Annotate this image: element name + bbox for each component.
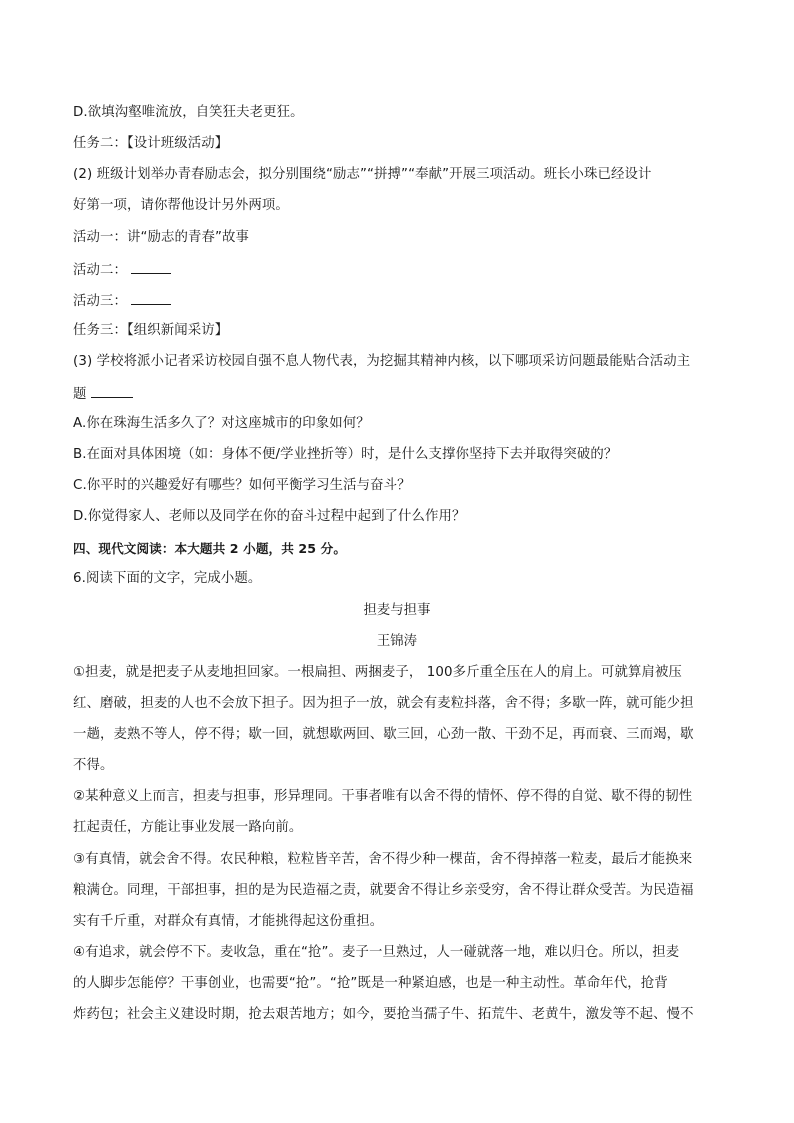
answer-blank (91, 384, 133, 398)
article-author: 王锦涛 (376, 634, 418, 649)
question-3-tail: 题 (73, 387, 87, 402)
activity-one: 活动一：讲“励志的青春”故事 (73, 230, 249, 245)
paragraph-2-line-2: 扛起责任，方能让事业发展一路向前。 (73, 820, 303, 835)
paragraph-3-line-1: ③有真情，就会舍不得。农民种粮，粒粒皆辛苦，舍不得少种一棵苗，舍不得掉落一粒麦，最后才能换来 (73, 852, 693, 867)
answer-blank (131, 291, 171, 305)
question-6-intro: 6.阅读下面的文字，完成小题。 (73, 571, 262, 586)
paragraph-3-line-3: 实有千斤重，对群众有真情，才能挑得起这份重担。 (73, 914, 384, 929)
paragraph-4-line-3: 炸药包；社会主义建设时期，抢去艰苦地方；如今，要抢当孺子牛、拓荒牛、老黄牛，激发等不起、慢不 (73, 1007, 694, 1022)
option-b: B.在面对具体困境（如：身体不便/学业挫折等）时，是什么支撑你坚持下去并取得突破的？ (73, 447, 618, 462)
option-c: C.你平时的兴趣爱好有哪些？如何平衡学习生活与奋斗？ (73, 478, 411, 493)
paragraph-4-line-1: ④有追求，就会停不下。麦收急，重在“抢”。麦子一旦熟过，人一碰就落一地，难以归仓。所以，担麦 (73, 945, 680, 960)
section-four-heading: 四、现代文阅读：本大题共 2 小题，共 25 分。 (73, 541, 347, 556)
task-three-heading: 任务三：【组织新闻采访】 (73, 323, 229, 338)
question-3-line-1: (3) 学校将派小记者采访校园自强不息人物代表，为挖掘其精神内核，以下哪项采访问题最能贴合活动主 (73, 354, 691, 369)
paragraph-1-line-2: 红、磨破，担麦的人也不会放下担子。因为担子一放，就会有麦粒抖落，舍不得；多歇一阵，就可能少担 (73, 696, 694, 711)
activity-two-label: 活动二： (73, 263, 127, 278)
activity-two (73, 260, 723, 280)
activity-three-label: 活动三： (73, 294, 127, 309)
question-3-line-2 (73, 384, 723, 404)
paragraph-3-line-2: 粮满仓。同理，干部担事，担的是为民造福之责，就要舍不得让乡亲受穷，舍不得让群众受苦。为民造福 (73, 883, 694, 898)
task-two-heading: 任务二：【设计班级活动】 (73, 136, 229, 151)
activity-three (73, 291, 723, 311)
paragraph-1-line-1: ①担麦，就是把麦子从麦地担回家。一根扁担、两捆麦子， 100多斤重全压在人的肩上。可就算肩被压 (73, 665, 682, 680)
paragraph-2-line-1: ②某种意义上而言，担麦与担事，形异理同。干事者唯有以舍不得的情怀、停不得的自觉、歇不得的韧性 (73, 789, 693, 804)
paragraph-1-line-3: 一趟，麦熟不等人，停不得；歇一回，就想歇两回、歇三回，心劲一散、干劲不足，再而衰、三而竭，歇 (73, 727, 694, 742)
paragraph-1-line-4: 不得。 (73, 758, 114, 773)
answer-blank (131, 260, 171, 274)
question-2-line-1: (2) 班级计划举办青春励志会，拟分别围绕“励志”“拼搏”“奉献”开展三项活动。班长小珠已经设计 (73, 167, 652, 182)
article-title: 担麦与担事 (363, 603, 431, 618)
option-a: A.你在珠海生活多久了？对这座城市的印象如何？ (73, 416, 370, 431)
question-2-line-2: 好第一项，请你帮他设计另外两项。 (73, 198, 289, 213)
option-d: D.你觉得家人、老师以及同学在你的奋斗过程中起到了什么作用？ (73, 509, 466, 524)
option-d-poem: D.欲填沟壑唯流放，自笑狂夫老更狂。 (73, 105, 304, 120)
paragraph-4-line-2: 的人脚步怎能停？干事创业，也需要“抢”。“抢”既是一种紧迫感，也是一种主动性。革命年代，抢背 (73, 976, 668, 991)
